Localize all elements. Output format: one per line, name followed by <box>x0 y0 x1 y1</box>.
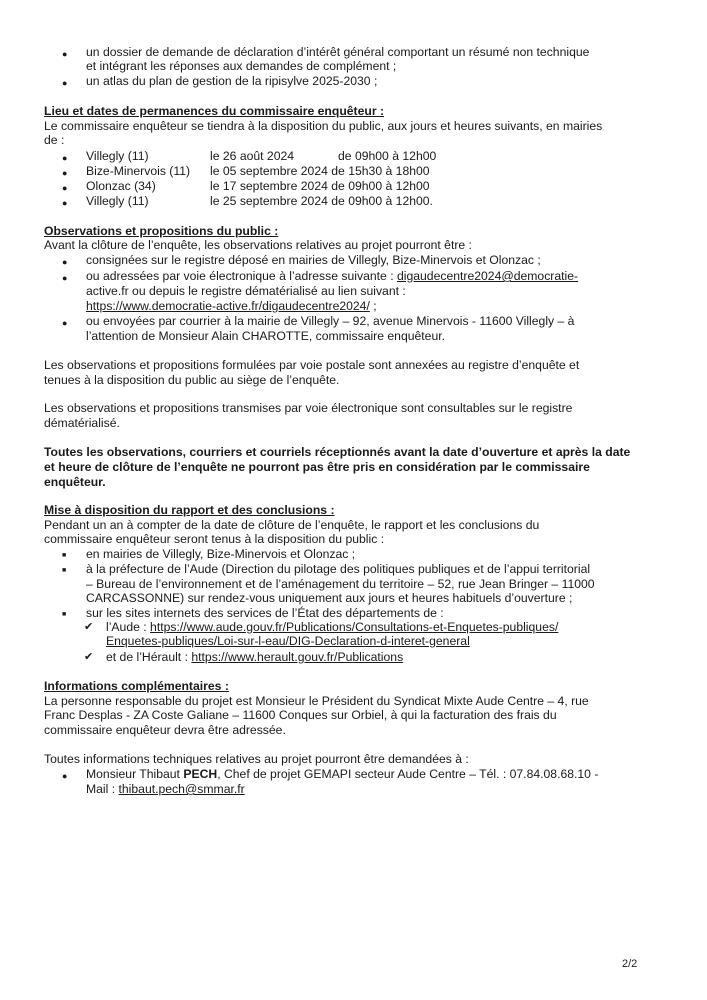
permanence-town: Olonzac (34) <box>86 179 156 193</box>
permanence-time: de 09h00 à 12h00 <box>338 149 437 163</box>
text: Mail : <box>86 782 119 796</box>
permanence-town: Villegly (11) <box>86 194 149 208</box>
bullet: ● <box>62 78 68 88</box>
sub-list-item-continuation <box>106 634 666 648</box>
section-heading-observations: Observations et propositions du public : <box>44 224 279 238</box>
sub-list-item <box>106 620 666 634</box>
paragraph: dématérialisé. <box>44 416 120 430</box>
permanence-date: le 05 septembre 2024 de 15h30 à 18h00 <box>210 164 430 178</box>
paragraph: Les observations et propositions formulées par voie postale sont annexées au registre d’enquête et <box>44 358 580 372</box>
permanence-town: Bize-Minervois (11) <box>86 164 191 178</box>
list-item-continuation: – Bureau de l’environnement et de l’aménagement du territoire – 52, rue Jean Bringer – 11000 <box>86 577 595 591</box>
bullet: ● <box>62 49 68 59</box>
paragraph: Franc Desplas - ZA Coste Galiane – 11600 Conques sur Orbiel, à qui la facturation des frais du <box>44 708 557 722</box>
bullet: ● <box>62 153 68 163</box>
page-number: 2/2 <box>622 958 638 970</box>
list-item-continuation <box>86 299 666 313</box>
bullet: ■ <box>62 552 67 559</box>
permanence-town: Villegly (11) <box>86 149 149 163</box>
list-item: à la préfecture de l’Aude (Direction du pilotage des politiques publiques et de l’appui territorial <box>86 562 591 576</box>
bullet: ● <box>62 198 68 208</box>
contact-email-link[interactable]: thibaut.pech@smmar.fr <box>118 782 245 796</box>
bullet: ● <box>62 771 68 781</box>
bullet: ● <box>62 273 68 283</box>
section-heading-informations: Informations complémentaires : <box>44 679 229 693</box>
text: Monsieur Thibaut <box>86 767 184 781</box>
paragraph: Les observations et propositions transmises par voie électronique sont consultables sur le registre <box>44 401 573 415</box>
permanence-row <box>86 194 666 208</box>
permanence-date: le 17 septembre 2024 de 09h00 à 12h00 <box>210 179 430 193</box>
bold-paragraph: et heure de clôture de l’enquête ne pourront pas être pris en considération par le commissaire <box>44 460 590 474</box>
permanence-row <box>86 179 666 193</box>
bullet: ● <box>62 257 68 267</box>
aude-link[interactable]: https://www.aude.gouv.fr/Publications/Consultations-et-Enquetes-publiques/ <box>150 620 559 634</box>
paragraph: La personne responsable du projet est Monsieur le Président du Syndicat Mixte Aude Centre – 4, rue <box>44 694 589 708</box>
check-icon: ✔ <box>84 621 94 633</box>
permanence-date: le 25 septembre 2024 de 09h00 à 12h00. <box>210 194 433 208</box>
list-item: en mairies de Villegly, Bize-Minervois et Olonzac ; <box>86 547 356 561</box>
text: l’Aude : <box>106 620 151 634</box>
bullet: ● <box>62 318 68 328</box>
paragraph: Avant la clôture de l’enquête, les observations relatives au projet pourront être : <box>44 238 472 252</box>
paragraph: tenues à la disposition du public au siège de l’enquête. <box>44 373 340 387</box>
herault-link[interactable]: https://www.herault.gouv.fr/Publications <box>191 650 404 664</box>
list-item: un atlas du plan de gestion de la ripisylve 2025-2030 ; <box>86 74 378 88</box>
paragraph: Le commissaire enquêteur se tiendra à la disposition du public, aux jours et heures suivants, en mairies <box>44 119 603 133</box>
list-item: ou envoyées par courrier à la mairie de Villegly – 92, avenue Minervois - 11600 Villegly – à <box>86 314 575 328</box>
list-item: sur les sites internets des services de l’État des départements de : <box>86 606 444 620</box>
list-item: consignées sur le registre déposé en mairies de Villegly, Bize-Minervois et Olonzac ; <box>86 253 541 267</box>
bold-paragraph: enquêteur. <box>44 475 106 489</box>
list-item-continuation: et intégrant les réponses aux demandes de complément ; <box>86 59 397 73</box>
section-heading-rapport: Mise à disposition du rapport et des conclusions : <box>44 503 335 517</box>
list-item-continuation: l’attention de Monsieur Alain CHAROTTE, commissaire enquêteur. <box>86 329 446 343</box>
email-link[interactable]: digaudecentre2024@democratie- <box>396 269 579 283</box>
registry-link[interactable]: https://www.democratie-active.fr/digaudecentre2024/ <box>86 299 370 313</box>
permanence-row <box>86 164 666 178</box>
paragraph: commissaire enquêteur devra être adressée. <box>44 723 286 737</box>
bullet: ■ <box>62 567 67 574</box>
contact-item <box>86 767 666 781</box>
permanence-date: le 26 août 2024 <box>210 149 295 163</box>
paragraph: de : <box>44 133 65 147</box>
text: ; <box>369 299 377 313</box>
bold-paragraph: Toutes les observations, courriers et courriels réceptionnés avant la date d’ouverture et après la date <box>44 445 631 459</box>
paragraph: Toutes informations techniques relatives au projet pourront être demandées à : <box>44 752 469 766</box>
sub-list-item <box>106 650 666 664</box>
text: , Chef de projet GEMAPI secteur Aude Centre – Tél. : 07.84.08.68.10 - <box>217 767 599 781</box>
list-item-continuation: CARCASSONNE) sur rendez-vous uniquement aux jours et heures habituels d’ouverture ; <box>86 591 573 605</box>
list-item-continuation: active.fr ou depuis le registre dématérialisé au lien suivant : <box>86 284 406 298</box>
list-item: un dossier de demande de déclaration d’intérêt général comportant un résumé non technique <box>86 45 590 59</box>
section-heading-permanences: Lieu et dates de permanences du commissaire enquêteur : <box>44 104 385 118</box>
contact-surname: PECH <box>183 767 218 781</box>
bullet: ● <box>62 183 68 193</box>
check-icon: ✔ <box>84 651 94 663</box>
contact-item-continuation <box>86 782 666 796</box>
bullet: ● <box>62 168 68 178</box>
text: ou adressées par voie électronique à l’adresse suivante : <box>86 269 394 283</box>
permanence-row <box>86 149 666 163</box>
text: et de l’Hérault : <box>106 650 192 664</box>
list-item <box>86 269 666 283</box>
bullet: ■ <box>62 611 67 618</box>
paragraph: Pendant un an à compter de la date de clôture de l’enquête, le rapport et les conclusions du <box>44 518 540 532</box>
aude-link-continuation[interactable]: Enquetes-publiques/Loi-sur-l-eau/DIG-Declaration-d-interet-general <box>106 634 470 648</box>
paragraph: commissaire enquêteur seront tenus à la disposition du public : <box>44 532 385 546</box>
